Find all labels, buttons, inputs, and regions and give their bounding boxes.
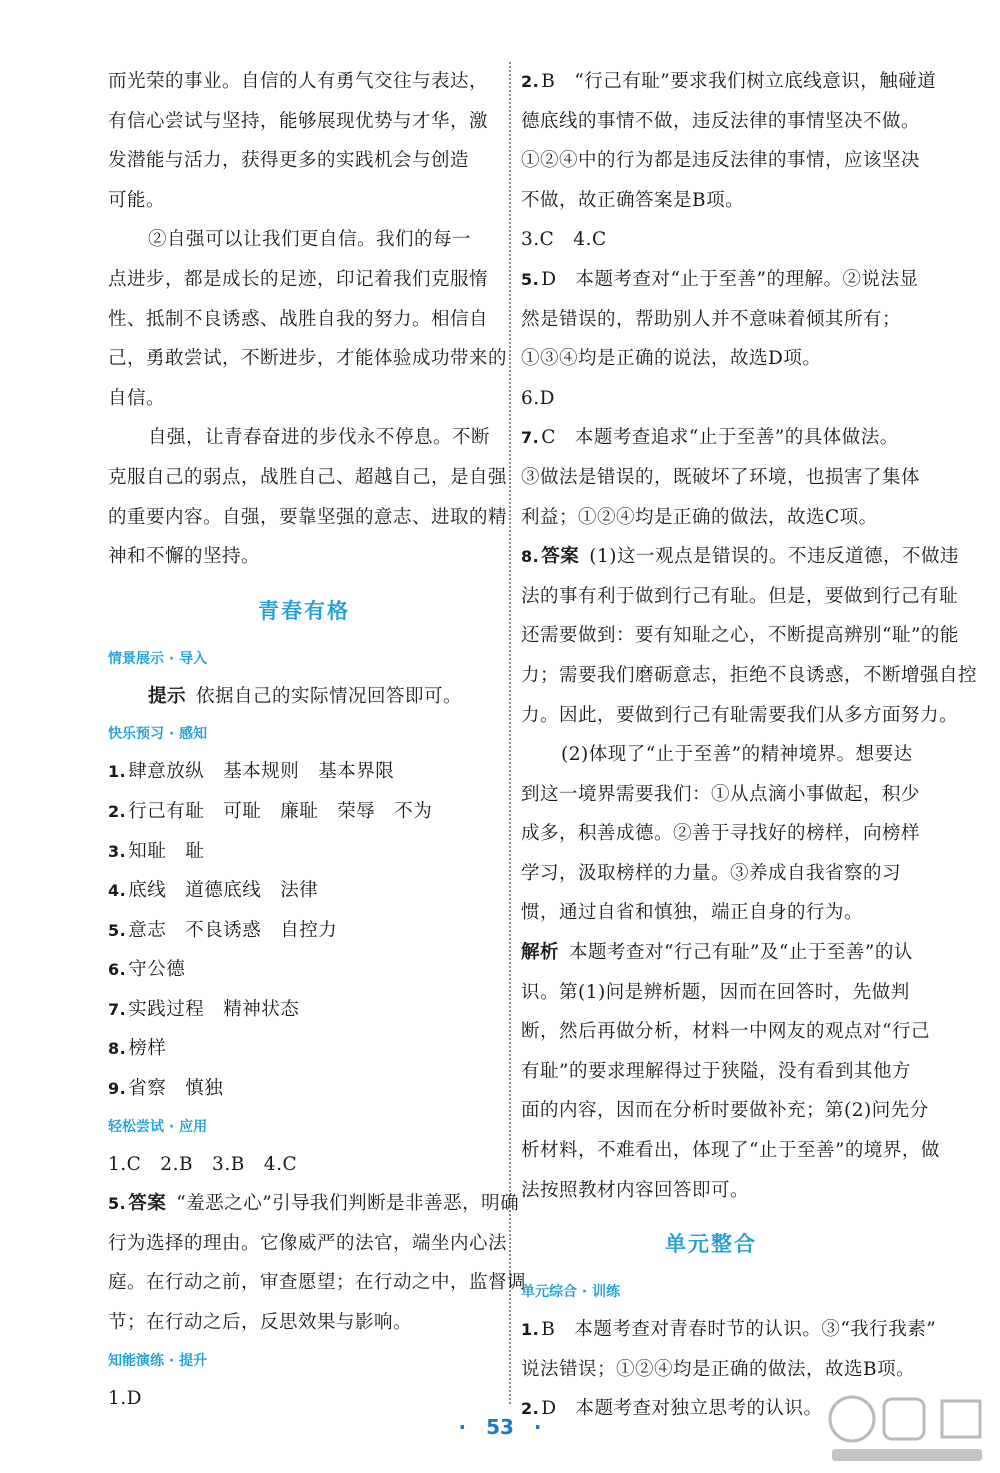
text-line: 庭。在行动之前，审查愿望；在行动之中，监督调 (108, 1272, 527, 1294)
text-line: (2)体现了“止于至善”的精神境界。想要达 (561, 744, 913, 766)
practice-answer: 1.D (108, 1387, 142, 1409)
text-line: 然是错误的，帮助别人并不意味着倾其所有； (521, 308, 902, 330)
text-line: 克服自己的弱点，战胜自己、超越自己，是自强 (108, 466, 508, 488)
text-line (521, 537, 959, 577)
item-text: 意志 不良诱惑 自控力 (128, 919, 338, 941)
text-line: ③做法是错误的，既破坏了环境，也损害了集体 (521, 466, 921, 488)
answer-block-8 (521, 537, 978, 933)
text-line: 有信心尝试与坚持，能够展现优势与才华，激 (108, 110, 489, 132)
answer-text: C 本题考查追求“止于至善”的具体做法。 (541, 427, 899, 449)
text-line (108, 1184, 520, 1224)
unit-answer-1 (521, 1310, 937, 1389)
text-line (521, 933, 913, 973)
question-number: 1. (521, 1320, 540, 1340)
try-answers: 1.C 2.B 3.B 4.C (108, 1153, 298, 1175)
list-item (108, 1029, 500, 1069)
text-line: 可能。 (108, 189, 166, 211)
answer-text: (1)这一观点是错误的。不违反道德，不做违 (589, 546, 959, 568)
question-number: 7. (521, 428, 540, 448)
text-line: 说法错误；①②④均是正确的做法，故选B项。 (521, 1358, 916, 1380)
list-item (108, 792, 500, 832)
item-number: 8. (108, 1039, 127, 1059)
text-line: 自强，让青春奋进的步伐永不停息。不断 (148, 427, 491, 449)
answers-3-4: 3.C 4.C (521, 229, 607, 251)
item-number: 9. (108, 1079, 127, 1099)
answer-text: D 本题考查对独立思考的认识。 (541, 1398, 823, 1420)
text-line: 力；需要我们磨砺意志，拒绝不良诱惑，不断增强自控 (521, 664, 978, 686)
subhead-preview: 快乐预习 · 感知 (108, 726, 208, 743)
list-item (108, 911, 500, 951)
text-line: 法按照教材内容回答即可。 (521, 1179, 750, 1201)
text-line: ①②④中的行为都是违反法律的事情，应该坚决 (521, 150, 921, 172)
subhead-scenario: 情景展示 · 导入 (108, 650, 208, 667)
answer-text: B 本题考查对青春时节的认识。③“我行我素” (541, 1319, 937, 1341)
text-line: 己，勇敢尝试，不断进步，才能体验成功带来的 (108, 348, 508, 370)
list-item (108, 990, 500, 1030)
item-number: 2. (108, 801, 127, 821)
text-line: 德底线的事情不做，违反法律的事情坚决不做。 (521, 110, 921, 132)
list-item (108, 950, 500, 990)
question-number: 2. (521, 72, 540, 91)
item-number: 5. (108, 920, 127, 940)
hint-text: 依据自己的实际情况回答即可。 (196, 685, 463, 707)
text-line: 神和不懈的坚持。 (108, 546, 261, 568)
text-line: 到这一境界需要我们：①从点滴小事做起，积少 (521, 783, 921, 805)
right-column (521, 62, 978, 1429)
text-line: 有耻”的要求理解得过于狭隘，没有看到其他方 (521, 1060, 911, 1082)
paragraph-self-strength (108, 220, 508, 418)
answer-text: B “行己有耻”要求我们树立底线意识，触碰道 (541, 71, 937, 92)
answer-label: 答案 (128, 1193, 167, 1215)
text-line: 性、抵制不良诱惑、战胜自我的努力。相信自 (108, 308, 489, 330)
answer-text: D 本题考查对“止于至善”的理解。②说法显 (541, 268, 919, 290)
text-line (521, 62, 937, 102)
text-line (521, 1310, 937, 1350)
item-text: 省察 慎独 (128, 1078, 224, 1100)
text-line: 法的事有利于做到行己有耻。但是，要做到行己有耻 (521, 585, 959, 607)
text-line: 识。第(1)问是辨析题，因而在回答时，先做判 (521, 981, 910, 1003)
analysis-label: 解析 (521, 942, 560, 964)
list-item (108, 871, 500, 911)
analysis-block (521, 933, 940, 1210)
text-line: ②自强可以让我们更自信。我们的每一 (148, 229, 472, 251)
list-item (108, 752, 500, 792)
text-line (521, 418, 901, 458)
list-item (108, 832, 500, 872)
answer-block-7 (521, 418, 921, 537)
text-line: 成多，积善成德。②善于寻找好的榜样，向榜样 (521, 823, 921, 845)
paragraph-perseverance (108, 418, 508, 576)
question-number: 2. (521, 1399, 540, 1419)
text-line: 力。因此，要做到行己有耻需要我们从多方面努力。 (521, 704, 959, 726)
subhead-try: 轻松尝试 · 应用 (108, 1118, 208, 1135)
hint-line (108, 677, 500, 717)
item-text: 肆意放纵 基本规则 基本界限 (128, 761, 395, 783)
page-number: · 53 · (458, 1415, 542, 1439)
item-number: 7. (108, 999, 127, 1019)
answer-6: 6.D (521, 387, 555, 409)
text-line: 而光荣的事业。自信的人有勇气交往与表达， (108, 71, 489, 92)
item-number: 6. (108, 960, 127, 980)
item-text: 实践过程 精神状态 (128, 998, 300, 1020)
answer-label: 答案 (541, 546, 580, 568)
item-text: 行己有耻 可耻 廉耻 荣辱 不为 (128, 800, 433, 822)
text-line: 发潜能与活力，获得更多的实践机会与创造 (108, 150, 470, 172)
preview-list (108, 752, 500, 1108)
text-line: 节；在行动之后，反思效果与影响。 (108, 1312, 413, 1334)
answer-block-5 (108, 1184, 527, 1342)
question-number: 5. (521, 269, 540, 289)
list-item (108, 1069, 500, 1109)
text-line: 断，然后再做分析，材料一中网友的观点对“行己 (521, 1021, 930, 1043)
text-line: 学习，汲取榜样的力量。③养成自我省察的习 (521, 862, 902, 884)
hint-label: 提示 (148, 685, 187, 707)
item-text: 知耻 耻 (128, 840, 205, 862)
item-number: 3. (108, 841, 127, 861)
subhead-unit-training: 单元综合 · 训练 (521, 1284, 621, 1301)
item-number: 4. (108, 881, 127, 901)
answer-text: “羞恶之心”引导我们判断是非善恶，明确 (176, 1193, 520, 1215)
text-line: ①③④均是正确的说法，故选D项。 (521, 348, 822, 370)
text-line: 行为选择的理由。它像威严的法官，端坐内心法 (108, 1232, 508, 1254)
text-line (521, 260, 919, 300)
analysis-text: 本题考查对“行己有耻”及“止于至善”的认 (569, 942, 913, 964)
paragraph-confidence (108, 62, 500, 220)
answer-block-5 (521, 260, 919, 379)
text-line: 不做，故正确答案是B项。 (521, 189, 745, 211)
answer-block-2 (521, 62, 937, 220)
text-line: 惯，通过自省和慎独，端正自身的行为。 (521, 902, 864, 924)
text-line: 自信。 (108, 387, 166, 409)
subhead-practice: 知能演练 · 提升 (108, 1352, 208, 1369)
text-line: 还需要做到：要有知耻之心，不断提高辨别“耻”的能 (521, 625, 959, 647)
text-line: 利益；①②④均是正确的做法，故选C项。 (521, 506, 878, 528)
watermark-logo (812, 1387, 992, 1467)
section-title: 单元整合 (665, 1232, 757, 1257)
text-line: 面的内容，因而在分析时要做补充；第(2)问先分 (521, 1100, 929, 1122)
question-number: 8. (521, 547, 540, 567)
item-text: 守公德 (128, 959, 186, 981)
question-number: 5. (108, 1194, 127, 1214)
item-number: 1. (108, 762, 127, 782)
item-text: 底线 道德底线 法律 (128, 880, 319, 902)
text-line: 点进步，都是成长的足迹，印记着我们克服惰 (108, 268, 489, 290)
left-column (108, 62, 527, 1418)
section-title: 青春有格 (258, 598, 350, 623)
text-line: 的重要内容。自强，要靠坚强的意志、进取的精 (108, 506, 508, 528)
text-line: 析材料，不难看出，体现了“止于至善”的境界，做 (521, 1140, 940, 1162)
item-text: 榜样 (128, 1038, 167, 1060)
